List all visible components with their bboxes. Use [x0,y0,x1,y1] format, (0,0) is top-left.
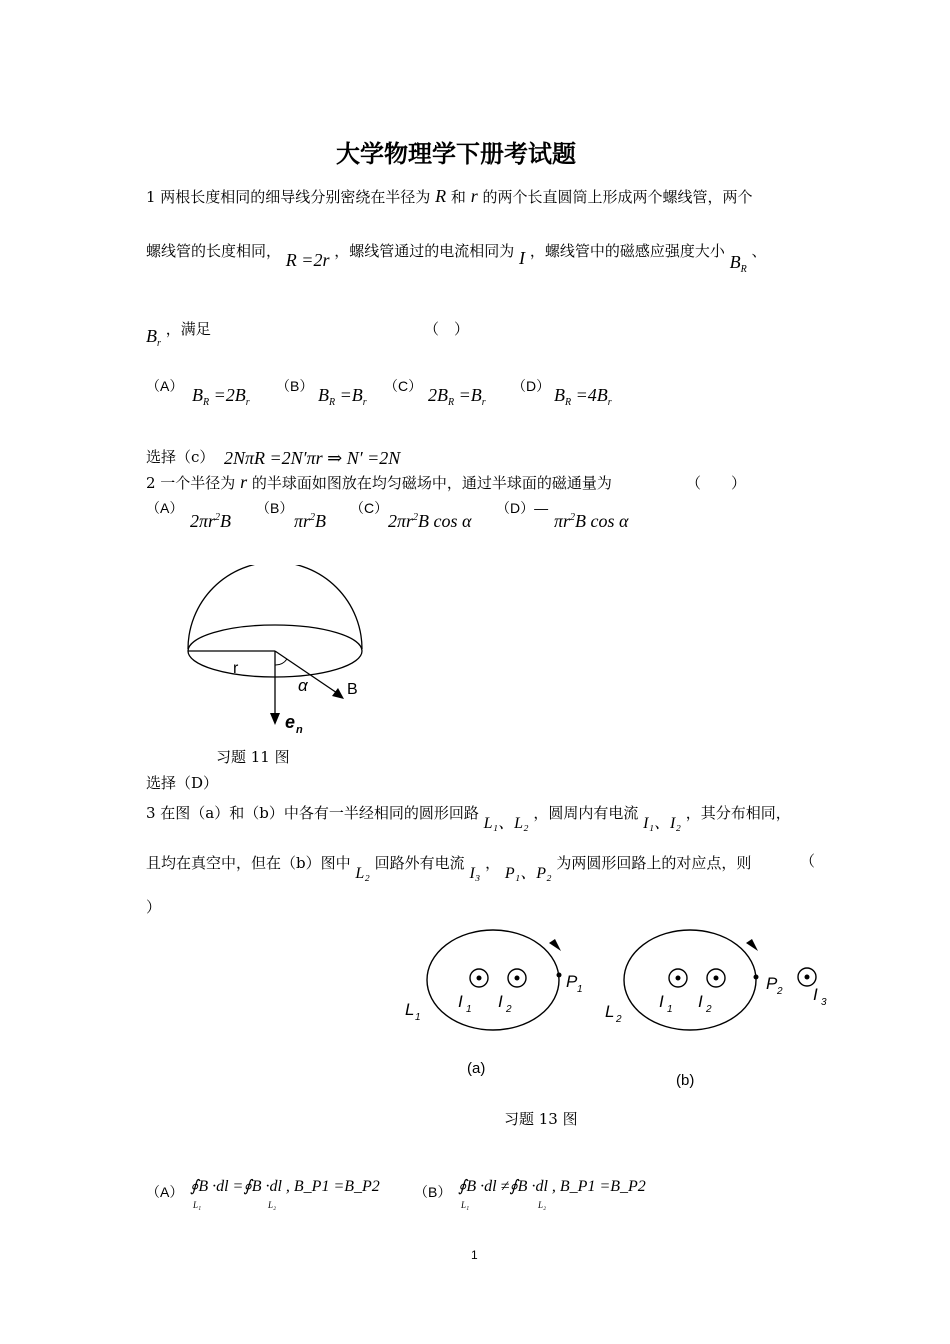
q3-text: 且均在真空中，但在（b）图中 [146,854,351,872]
q2-line1 [146,472,612,493]
label-L2: L [605,1002,615,1021]
answer-paren: （ ） [424,320,470,338]
fig13-caption: 习题 13 图 [504,1110,578,1128]
answer-paren-open: （ [800,852,816,870]
fig-label-B: B [347,681,358,698]
label-I3: I [813,985,818,1004]
loops-figure [395,925,835,1035]
q3-option-b-label: （B） [414,1184,452,1200]
q3-text: ， [485,854,501,872]
q1-option-a: $B_R =2B_r$ [192,385,250,408]
q3-option-a: ∮B ·dl =∮B ·dl , B_P1 =B_P2 [190,1178,380,1195]
label-L1-sub: 1 [415,1012,421,1023]
q1-line3 [146,318,211,349]
math-sub: r [157,338,161,349]
label-I1b: I [659,992,664,1011]
math-I: I₃ [469,865,481,882]
label-P2: P [766,974,778,993]
q1-text: 1 两根长度相同的细导线分别密绕在半径为 [146,188,431,206]
q2-option-c: $2\pi r^2B$ cos α [388,511,472,531]
page-title: 大学物理学下册考试题 [336,140,576,168]
label-I2: I [498,992,503,1011]
math-L: L₁、L₂ [483,815,529,832]
math-r: r [240,472,248,492]
q3-option-b-sub1: L₁ [461,1200,470,1210]
fig-label-en-sub: n [296,724,303,736]
answer-paren-close: ） [146,898,162,916]
label-P1-sub: 1 [577,984,583,995]
math-sub: R [740,264,747,275]
math-I: I₁、I₂ [643,815,681,832]
q2-option-d: $\pi r^2B$ cos α [554,511,629,531]
q3-line1 [146,800,791,832]
q1-text: 的两个长直圆筒上形成两个螺线管，两个 [482,188,753,206]
q3-text: 为两圆形回路上的对应点，则 [556,854,752,872]
q3-line2 [146,850,752,882]
math-I: I [519,248,526,268]
q1-option-d: $B_R =4B_r$ [554,385,612,408]
label-P1: P [566,972,578,991]
q3-option-a-sub2: L₂ [268,1200,277,1210]
math-L: L₂ [355,865,370,882]
answer-paren: （ ） [686,474,747,492]
q2-text: 的半球面如图放在均匀磁场中，通过半球面的磁通量为 [251,474,612,492]
label-P2-sub: 2 [777,986,783,997]
q1-option-c-label: （C） [384,378,423,394]
q1-line2 [146,240,767,275]
q1-option-c: $2B_R =B_r$ [428,385,486,408]
q1-text: 螺线管的长度相同， [146,242,282,260]
q2-option-c-label: （C） [350,500,389,516]
math-R: R [435,186,447,206]
math-P: P₁、P₂ [504,865,552,882]
q3-option-a-sub1: L₁ [193,1200,202,1210]
label-I1: I [458,992,463,1011]
label-L1: L [405,1000,415,1019]
fig-label-en: e [285,712,296,732]
q2-text: 2 一个半径为 [146,474,236,492]
q1-text: 和 [450,188,466,206]
q1-text: ，螺线管中的磁感应强度大小 [529,242,725,260]
q1-answer-label: 选择（c） [146,448,215,466]
label-L2-sub: 2 [616,1014,622,1025]
page-number: 1 [471,1248,478,1262]
q3-option-b: ∮B ·dl ≠∮B ·dl , B_P1 =B_P2 [458,1178,646,1195]
math-BR [729,252,747,275]
q2-option-a-label: （A） [146,500,184,516]
q3-text: 回路外有电流 [374,854,465,872]
fig-label-alpha: α [298,676,308,695]
label-I3-sub: 3 [821,997,827,1008]
math-eq: R =2r [285,250,330,270]
q2-option-b-label: （B） [256,500,294,516]
q3-text: 3 在图（a）和（b）中各有一半经相同的圆形回路 [146,804,479,822]
q1-option-a-label: （A） [146,378,184,394]
hemisphere-figure [170,565,380,740]
q1-line1 [146,186,753,207]
label-I2-sub: 2 [506,1004,512,1015]
q1-text: ，满足 [165,320,211,338]
q2-option-b: $\pi r^2B$ [294,511,327,531]
label-I1b-sub: 1 [667,1004,673,1015]
math-B: B [146,326,157,346]
fig-b-label: (b) [676,1072,695,1089]
fig-label-r: r [233,660,239,677]
math-Br [146,326,161,349]
math-B: B [729,252,741,272]
q3-option-a-label: （A） [146,1184,184,1200]
label-I1-sub: 1 [466,1004,472,1015]
q1-option-d-label: （D） [512,378,551,394]
q1-answer-equation: 2NπR =2N′πr ⇒ N′ =2N [224,448,401,468]
math-r: r [470,186,478,206]
label-I2b: I [698,992,703,1011]
q1-text: 、 [751,242,767,260]
q2-option-a: $2\pi r^2B$ [190,511,232,531]
label-I2b-sub: 2 [706,1004,712,1015]
q1-option-b: $B_R =B_r$ [318,385,367,408]
q1-option-b-label: （B） [276,378,314,394]
fig11-caption: 习题 11 图 [216,748,290,766]
q2-answer: 选择（D） [146,774,219,792]
q3-option-b-sub2: L₂ [538,1200,547,1210]
q3-text: ，圆周内有电流 [533,804,639,822]
q1-text: ，螺线管通过的电流相同为 [334,242,515,260]
q3-text: ，其分布相同， [685,804,791,822]
fig-a-label: (a) [467,1060,486,1077]
q2-option-d-label: （D）— [496,500,549,516]
